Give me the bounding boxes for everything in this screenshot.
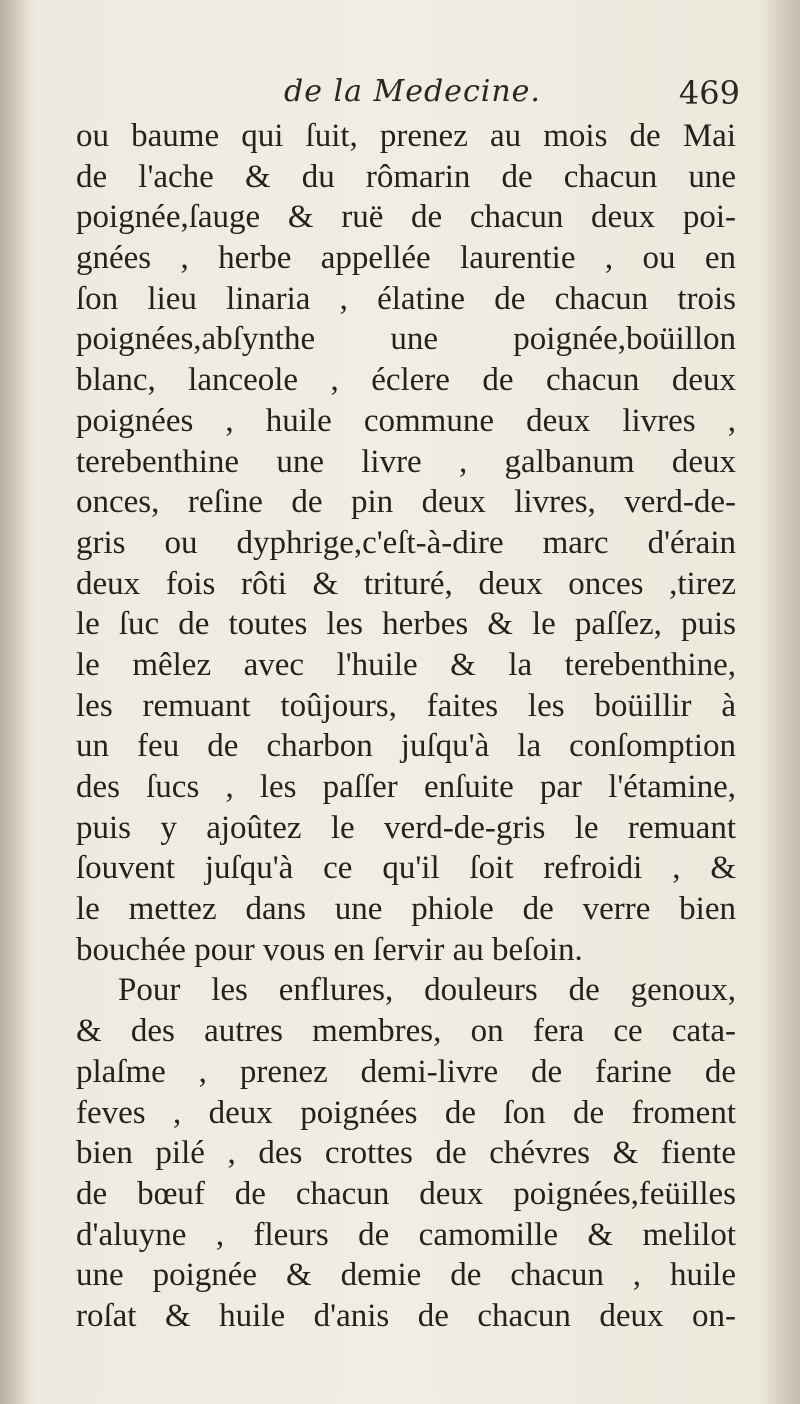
text-line: & des autres membres, on fera ce cata- <box>76 1013 736 1050</box>
text-line: gris ou dyphrige,c'eſt-à-dire marc d'érain <box>76 524 736 561</box>
text-line: des ſucs , les paſſer enſuite par l'étamine, <box>76 769 736 805</box>
text-line: plaſme , prenez demi-livre de farine de <box>76 1053 736 1090</box>
text-line: ou baume qui ſuit, prenez au mois de Mai <box>76 118 736 154</box>
page-gutter-shadow <box>0 0 28 1404</box>
paragraph-last-line: bouchée pour vous en ſervir au beſoin. <box>76 931 583 968</box>
text-line: ſon lieu linaria , élatine de chacun trois <box>76 280 736 317</box>
text-line: ſouvent juſqu'à ce qu'il ſoit refroidi , & <box>76 850 736 887</box>
text-line: puis y ajoûtez le verd-de-gris le remuant <box>76 809 736 846</box>
text-line: gnées , herbe appellée laurentie , ou en <box>76 240 736 277</box>
text-line: onces, reſine de pin deux livres, verd-de- <box>76 484 736 521</box>
paragraph-first-line: Pour les enflures, douleurs de genoux, <box>118 972 736 1009</box>
text-line: bien pilé , des crottes de chévres & fiente <box>76 1135 736 1172</box>
text-line: les remuant toûjours, faites les boüillir à <box>76 687 736 724</box>
text-line: le mêlez avec l'huile & la terebenthine, <box>76 646 736 683</box>
text-line: le mettez dans une phiole de verre bien <box>76 891 736 928</box>
text-line: feves , deux poignées de ſon de froment <box>76 1094 736 1131</box>
text-line: blanc, lanceole , éclere de chacun deux <box>76 362 736 399</box>
text-line: le ſuc de toutes les herbes & le paſſez, puis <box>76 606 736 643</box>
text-line: de l'ache & du rômarin de chacun une <box>76 158 736 195</box>
text-line: poignées , huile commune deux livres , <box>76 402 736 439</box>
text-line: un feu de charbon juſqu'à la conſomption <box>76 728 736 765</box>
body-text <box>76 116 736 1337</box>
page-edge-shadow <box>760 0 800 1404</box>
running-title: de la Medecine. <box>284 74 541 109</box>
page-number: 469 <box>678 74 740 112</box>
text-line: poignées,abſynthe une poignée,boüillon <box>76 321 736 358</box>
text-line: d'aluyne , fleurs de camomille & melilot <box>76 1216 736 1253</box>
text-line: une poignée & demie de chacun , huile <box>76 1257 736 1294</box>
text-line: de bœuf de chacun deux poignées,feüilles <box>76 1175 736 1212</box>
text-line: poignée,ſauge & ruë de chacun deux poi- <box>76 199 736 236</box>
text-line: roſat & huile d'anis de chacun deux on- <box>76 1297 736 1334</box>
text-line: deux fois rôti & trituré, deux onces ,tirez <box>76 565 736 602</box>
text-line: terebenthine une livre , galbanum deux <box>76 443 736 480</box>
